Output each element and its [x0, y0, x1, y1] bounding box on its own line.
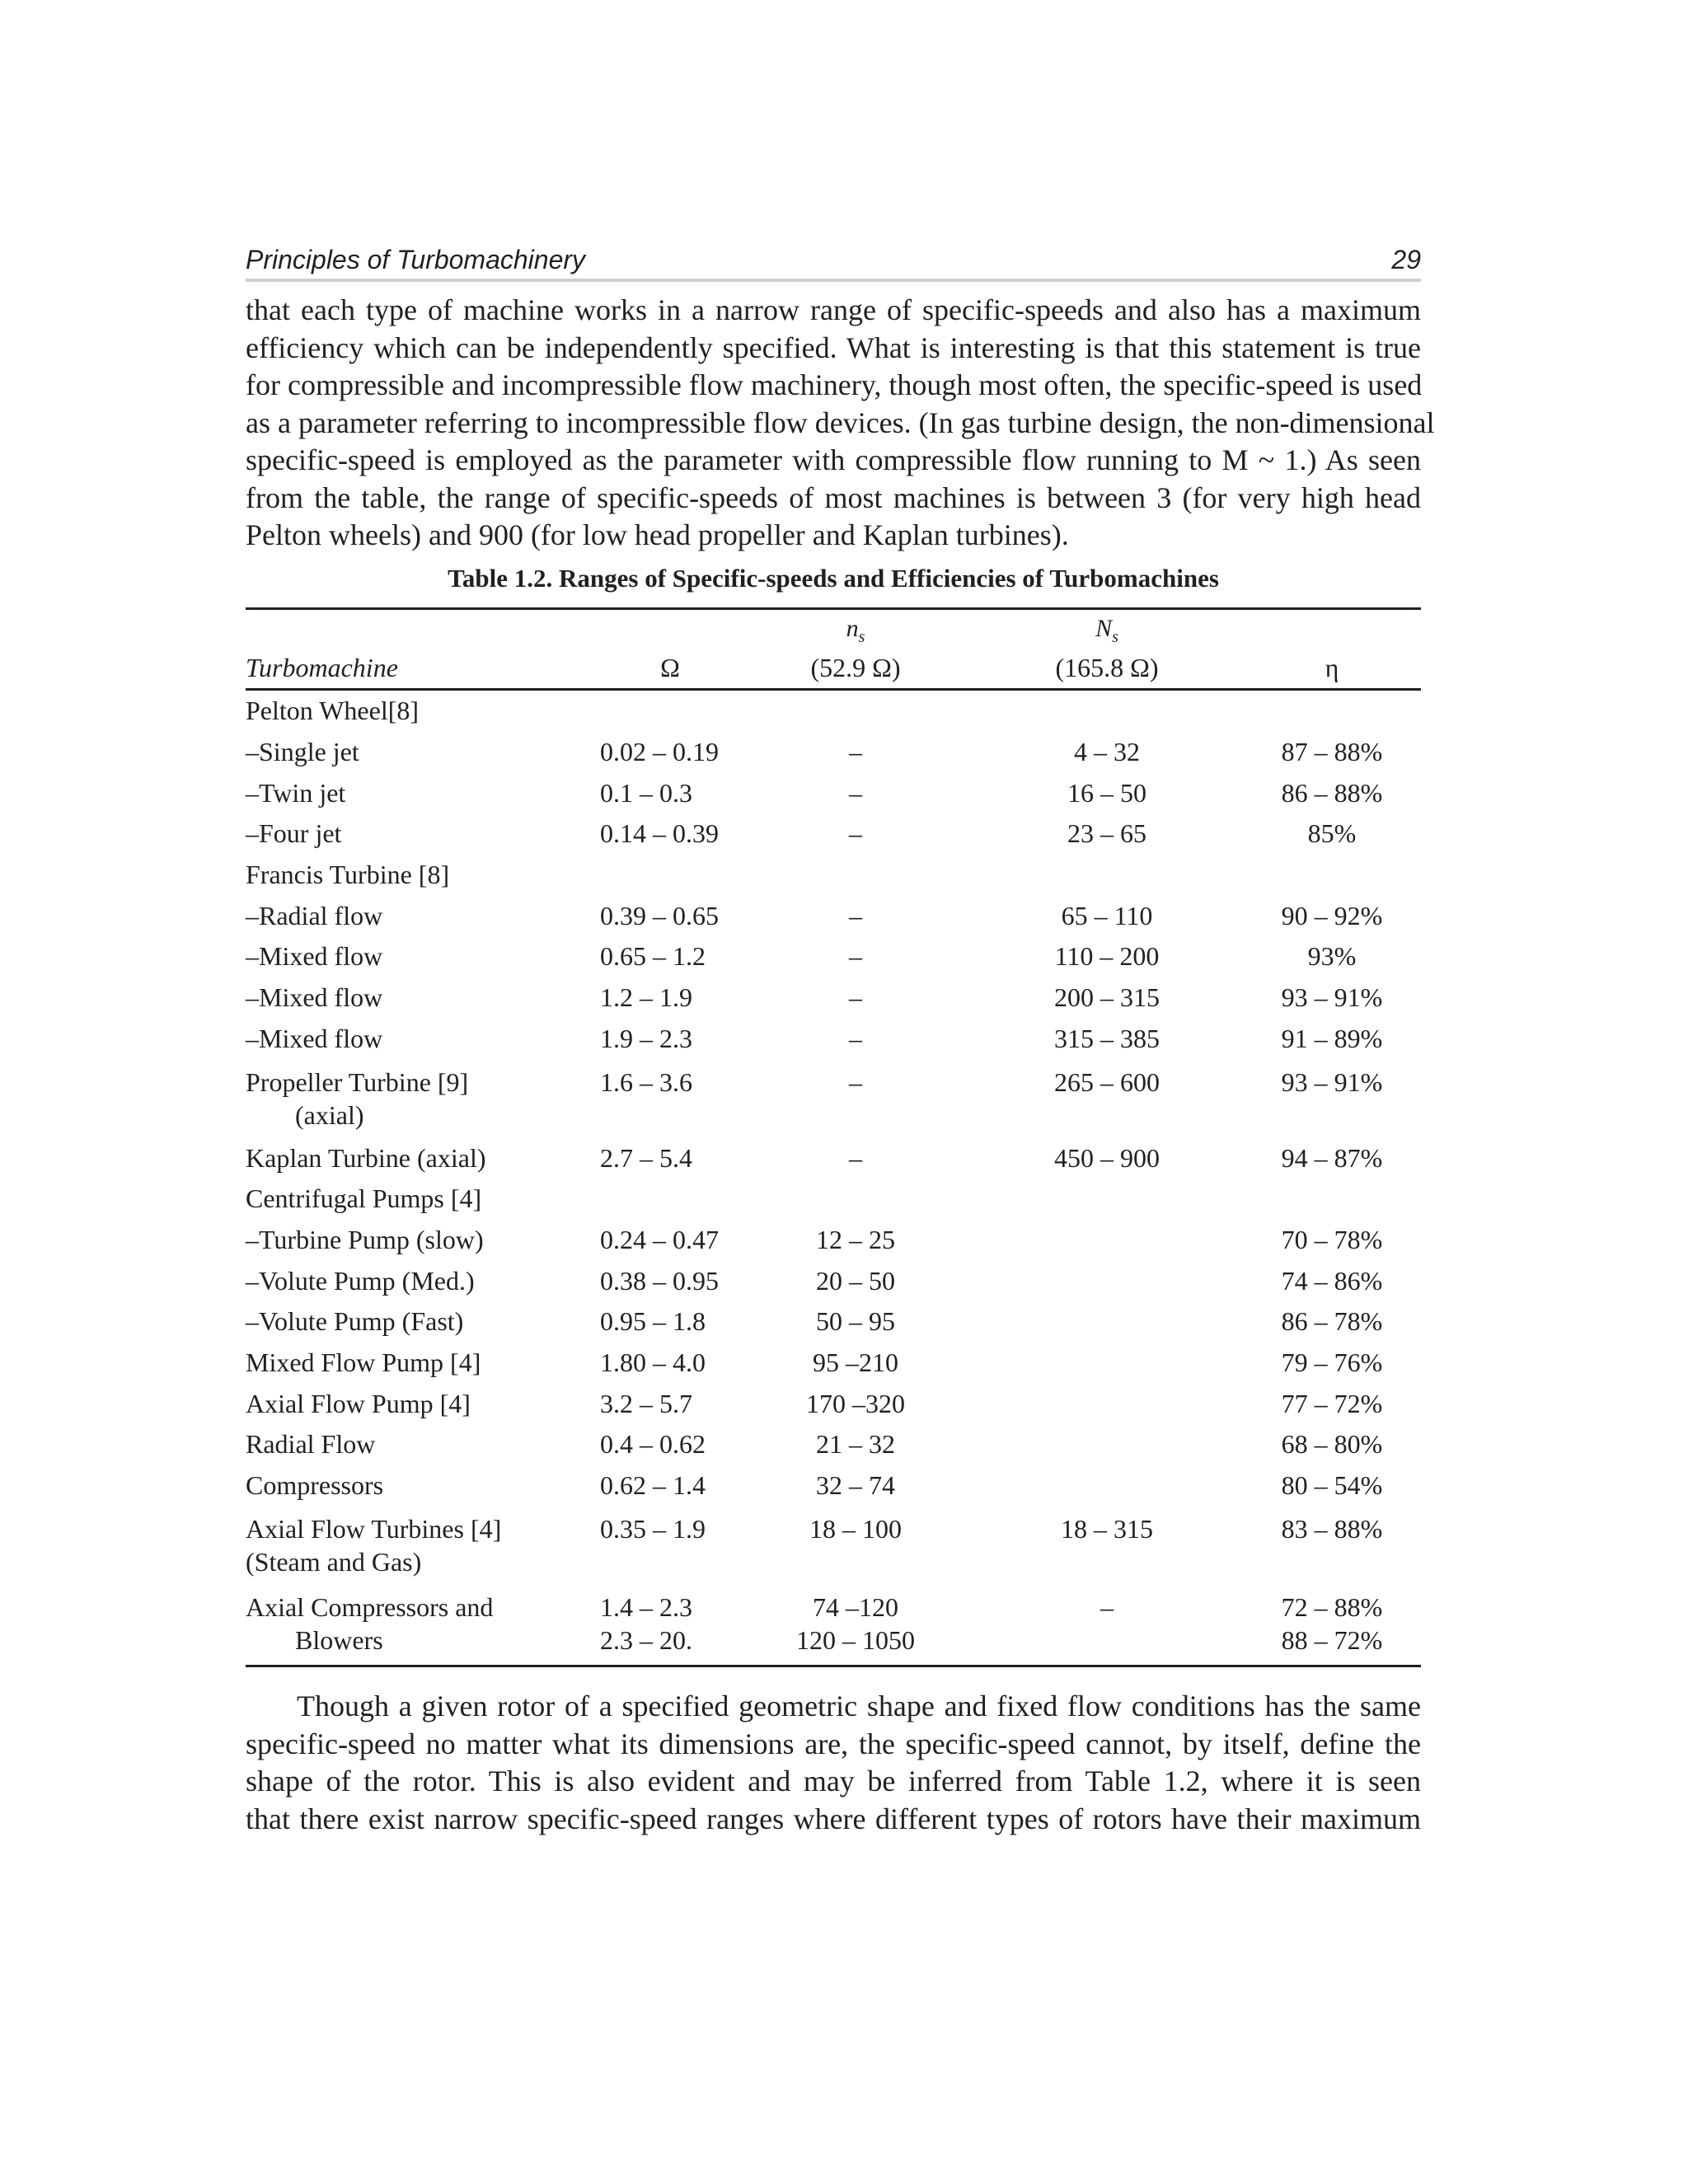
- cell-eta: 77 – 72%: [1281, 1388, 1383, 1418]
- table-row: [246, 690, 1421, 732]
- cell-ns: 170 –320: [806, 1388, 905, 1418]
- table-row: [246, 732, 1421, 773]
- cell-machine: Kaplan Turbine (axial): [246, 1142, 486, 1173]
- cell-ns: –: [849, 1067, 862, 1098]
- cell-ns: 50 – 95: [816, 1306, 895, 1337]
- cell-Ns: 18 – 315: [1061, 1514, 1153, 1544]
- outro-paragraph: [246, 1688, 1421, 1838]
- cell-machine: –Radial flow: [246, 900, 383, 930]
- table-row: [246, 1584, 1421, 1666]
- table-row: [246, 772, 1421, 813]
- cell-machine: Francis Turbine [8]: [246, 860, 450, 890]
- table-row: [246, 1343, 1421, 1384]
- cell-Ns: [971, 1343, 1243, 1384]
- cell-Ns: –: [971, 1584, 1243, 1666]
- column-header-omega: Ω: [600, 647, 740, 690]
- table-row: [246, 855, 1421, 896]
- cell-omega: 1.4 – 2.3 2.3 – 20.: [600, 1584, 740, 1666]
- cell-ns: –: [849, 777, 862, 808]
- cell-ns: –: [849, 941, 862, 972]
- table-row: [246, 977, 1421, 1019]
- cell-eta: 87 – 88%: [1281, 737, 1383, 767]
- cell-Ns: [971, 1260, 1243, 1301]
- cell-machine: –Mixed flow: [246, 941, 383, 972]
- cell-machine: –Mixed flow: [246, 982, 383, 1013]
- cell-ns: 12 – 25: [816, 1224, 895, 1254]
- cell-ns: 74 –120 120 – 1050: [740, 1584, 971, 1666]
- table-row: [246, 1179, 1421, 1220]
- cell-omega: 1.2 – 1.9: [600, 982, 692, 1013]
- cell-eta: 93%: [1307, 941, 1357, 972]
- cell-eta: 68 – 80%: [1281, 1429, 1383, 1460]
- cell-omega: 0.24 – 0.47: [600, 1224, 719, 1254]
- running-header: [246, 241, 1421, 282]
- cell-Ns: 110 – 200: [1054, 941, 1160, 972]
- cell-omega: [600, 855, 740, 896]
- table-row: [246, 1059, 1421, 1137]
- cell-machine: –Single jet: [246, 737, 359, 767]
- ns-symbol: $n_s$: [846, 615, 865, 646]
- cell-omega: 1.80 – 4.0: [600, 1347, 706, 1377]
- cell-Ns: [971, 690, 1243, 732]
- cell-eta: [1243, 855, 1421, 896]
- table-row: [246, 1465, 1421, 1507]
- cell-Ns: [971, 1383, 1243, 1424]
- text-line: from the table, the range of specific-speeds of most machines is between 3 (for very high head: [246, 480, 1421, 514]
- cell-omega: 1.9 – 2.3: [600, 1023, 692, 1053]
- table-row: [246, 1019, 1421, 1060]
- cell-eta: 80 – 54%: [1281, 1470, 1383, 1501]
- cell-machine: –Four jet: [246, 818, 342, 849]
- cell-eta: 83 – 88%: [1281, 1514, 1383, 1544]
- text-line: efficiency which can be independently specified. What is interesting is that this statement is true: [246, 330, 1421, 364]
- cell-machine: Axial Flow Pump [4]: [246, 1388, 471, 1418]
- cell-ns: –: [849, 900, 862, 930]
- text-line: that each type of machine works in a narrow range of specific-speeds and also has a maximum: [246, 293, 1421, 326]
- table-row: [246, 1506, 1421, 1584]
- cell-Ns: [971, 1465, 1243, 1507]
- cell-eta: 93 – 91%: [1281, 1067, 1383, 1098]
- cell-machine: Axial Compressors and Blowers: [246, 1584, 600, 1666]
- table-caption: Table 1.2. Ranges of Specific-speeds and Efficiencies of Turbomachines: [448, 564, 1219, 593]
- cell-ns: 95 –210: [813, 1347, 898, 1377]
- cell-machine: Radial Flow: [246, 1429, 376, 1460]
- text-line: as a parameter referring to incompressible flow devices. (In gas turbine design, the non-dimensional: [246, 405, 1435, 439]
- text-line: that there exist narrow specific-speed ranges where different types of rotors have their maximum: [246, 1802, 1421, 1835]
- Ns-symbol: $N_s$: [1095, 615, 1118, 646]
- cell-omega: [600, 690, 740, 732]
- cell-ns: 18 – 100: [809, 1514, 902, 1544]
- cell-ns: [740, 855, 971, 896]
- table-row: [246, 1383, 1421, 1424]
- cell-Ns: [971, 1179, 1243, 1220]
- cell-omega: 0.95 – 1.8: [600, 1306, 706, 1337]
- cell-eta: 86 – 88%: [1281, 777, 1383, 808]
- cell-omega: [600, 1179, 740, 1220]
- cell-machine: –Volute Pump (Med.): [246, 1265, 475, 1296]
- table-row: [246, 1220, 1421, 1261]
- cell-eta: 86 – 78%: [1281, 1306, 1383, 1337]
- cell-eta: 94 – 87%: [1281, 1142, 1383, 1173]
- cell-ns: –: [849, 737, 862, 767]
- cell-omega: 1.6 – 3.6: [600, 1067, 692, 1098]
- text-line: specific-speed is employed as the parameter with compressible flow running to M ~ 1.) As seen: [246, 443, 1421, 476]
- cell-omega: 0.65 – 1.2: [600, 941, 706, 972]
- cell-Ns: 65 – 110: [1061, 900, 1153, 930]
- cell-Ns: [971, 1301, 1243, 1343]
- cell-machine: –Volute Pump (Fast): [246, 1306, 464, 1337]
- cell-omega: 0.02 – 0.19: [600, 737, 719, 767]
- cell-omega: 0.38 – 0.95: [600, 1265, 719, 1296]
- cell-machine: Centrifugal Pumps [4]: [246, 1183, 482, 1214]
- cell-machine: –Mixed flow: [246, 1023, 383, 1053]
- cell-omega: 2.7 – 5.4: [600, 1142, 692, 1173]
- cell-omega: 0.4 – 0.62: [600, 1429, 706, 1460]
- cell-machine: Propeller Turbine [9] (axial): [246, 1067, 469, 1131]
- cell-omega: 3.2 – 5.7: [600, 1388, 692, 1418]
- cell-omega: 0.35 – 1.9: [600, 1514, 706, 1544]
- page-number: 29: [1391, 245, 1421, 274]
- cell-ns: –: [849, 1023, 862, 1053]
- column-header-Ns: (165.8 Ω): [971, 647, 1243, 690]
- intro-paragraph: [246, 292, 1435, 555]
- table-row: [246, 936, 1421, 977]
- cell-machine: Axial Flow Turbines [4] (Steam and Gas): [246, 1514, 502, 1577]
- column-header-turbomachine: Turbomachine: [246, 647, 600, 690]
- cell-Ns: 315 – 385: [1054, 1023, 1160, 1053]
- table-row: [246, 1301, 1421, 1343]
- table-row: [246, 1424, 1421, 1465]
- cell-ns: –: [849, 982, 862, 1013]
- cell-omega: 0.14 – 0.39: [600, 818, 719, 849]
- cell-Ns: [971, 855, 1243, 896]
- cell-eta: 72 – 88% 88 – 72%: [1243, 1584, 1421, 1666]
- text-line: Though a given rotor of a specified geometric shape and fixed flow conditions has the same: [297, 1690, 1421, 1722]
- cell-omega: 0.39 – 0.65: [600, 900, 719, 930]
- text-line: shape of the rotor. This is also evident and may be inferred from Table 1.2, where it is seen: [246, 1765, 1421, 1797]
- table-row: [246, 1137, 1421, 1179]
- cell-omega: 0.1 – 0.3: [600, 777, 692, 808]
- cell-ns: 20 – 50: [816, 1265, 895, 1296]
- cell-omega: 0.62 – 1.4: [600, 1470, 706, 1501]
- text-line: specific-speed no matter what its dimensions are, the specific-speed cannot, by itself, define the: [246, 1727, 1421, 1760]
- cell-Ns: 265 – 600: [1054, 1067, 1160, 1098]
- table-row: [246, 895, 1421, 936]
- cell-machine: Mixed Flow Pump [4]: [246, 1347, 481, 1377]
- cell-eta: 91 – 89%: [1281, 1023, 1383, 1053]
- cell-Ns: 450 – 900: [1054, 1142, 1160, 1173]
- cell-Ns: 200 – 315: [1054, 982, 1160, 1013]
- specific-speed-table: [246, 607, 1421, 1667]
- cell-Ns: 4 – 32: [1074, 737, 1140, 767]
- cell-eta: 93 – 91%: [1281, 982, 1383, 1013]
- cell-Ns: [971, 1220, 1243, 1261]
- cell-Ns: 23 – 65: [1067, 818, 1146, 849]
- cell-ns: –: [849, 818, 862, 849]
- text-line: Pelton wheels) and 900 (for low head propeller and Kaplan turbines).: [246, 518, 1069, 551]
- cell-Ns: 16 – 50: [1067, 777, 1146, 808]
- cell-eta: 70 – 78%: [1281, 1224, 1383, 1254]
- cell-eta: [1243, 690, 1421, 732]
- cell-ns: [740, 690, 971, 732]
- cell-eta: 90 – 92%: [1281, 900, 1383, 930]
- table-row: [246, 813, 1421, 855]
- cell-machine: –Twin jet: [246, 777, 346, 808]
- cell-eta: [1243, 1179, 1421, 1220]
- column-header-eta: η: [1243, 647, 1421, 690]
- cell-machine: Pelton Wheel[8]: [246, 696, 420, 726]
- cell-Ns: [971, 1424, 1243, 1465]
- book-title: Principles of Turbomachinery: [246, 245, 586, 274]
- cell-machine: Compressors: [246, 1470, 384, 1501]
- cell-ns: 32 – 74: [816, 1470, 895, 1501]
- cell-eta: 79 – 76%: [1281, 1347, 1383, 1377]
- cell-ns: [740, 1179, 971, 1220]
- cell-eta: 74 – 86%: [1281, 1265, 1383, 1296]
- cell-ns: 21 – 32: [816, 1429, 895, 1460]
- text-line: for compressible and incompressible flow machinery, though most often, the specific-speed is used: [246, 368, 1423, 401]
- cell-ns: –: [849, 1142, 862, 1173]
- table-row: [246, 1260, 1421, 1301]
- cell-eta: 85%: [1307, 818, 1357, 849]
- column-header-ns: (52.9 Ω): [740, 647, 971, 690]
- cell-machine: –Turbine Pump (slow): [246, 1224, 484, 1254]
